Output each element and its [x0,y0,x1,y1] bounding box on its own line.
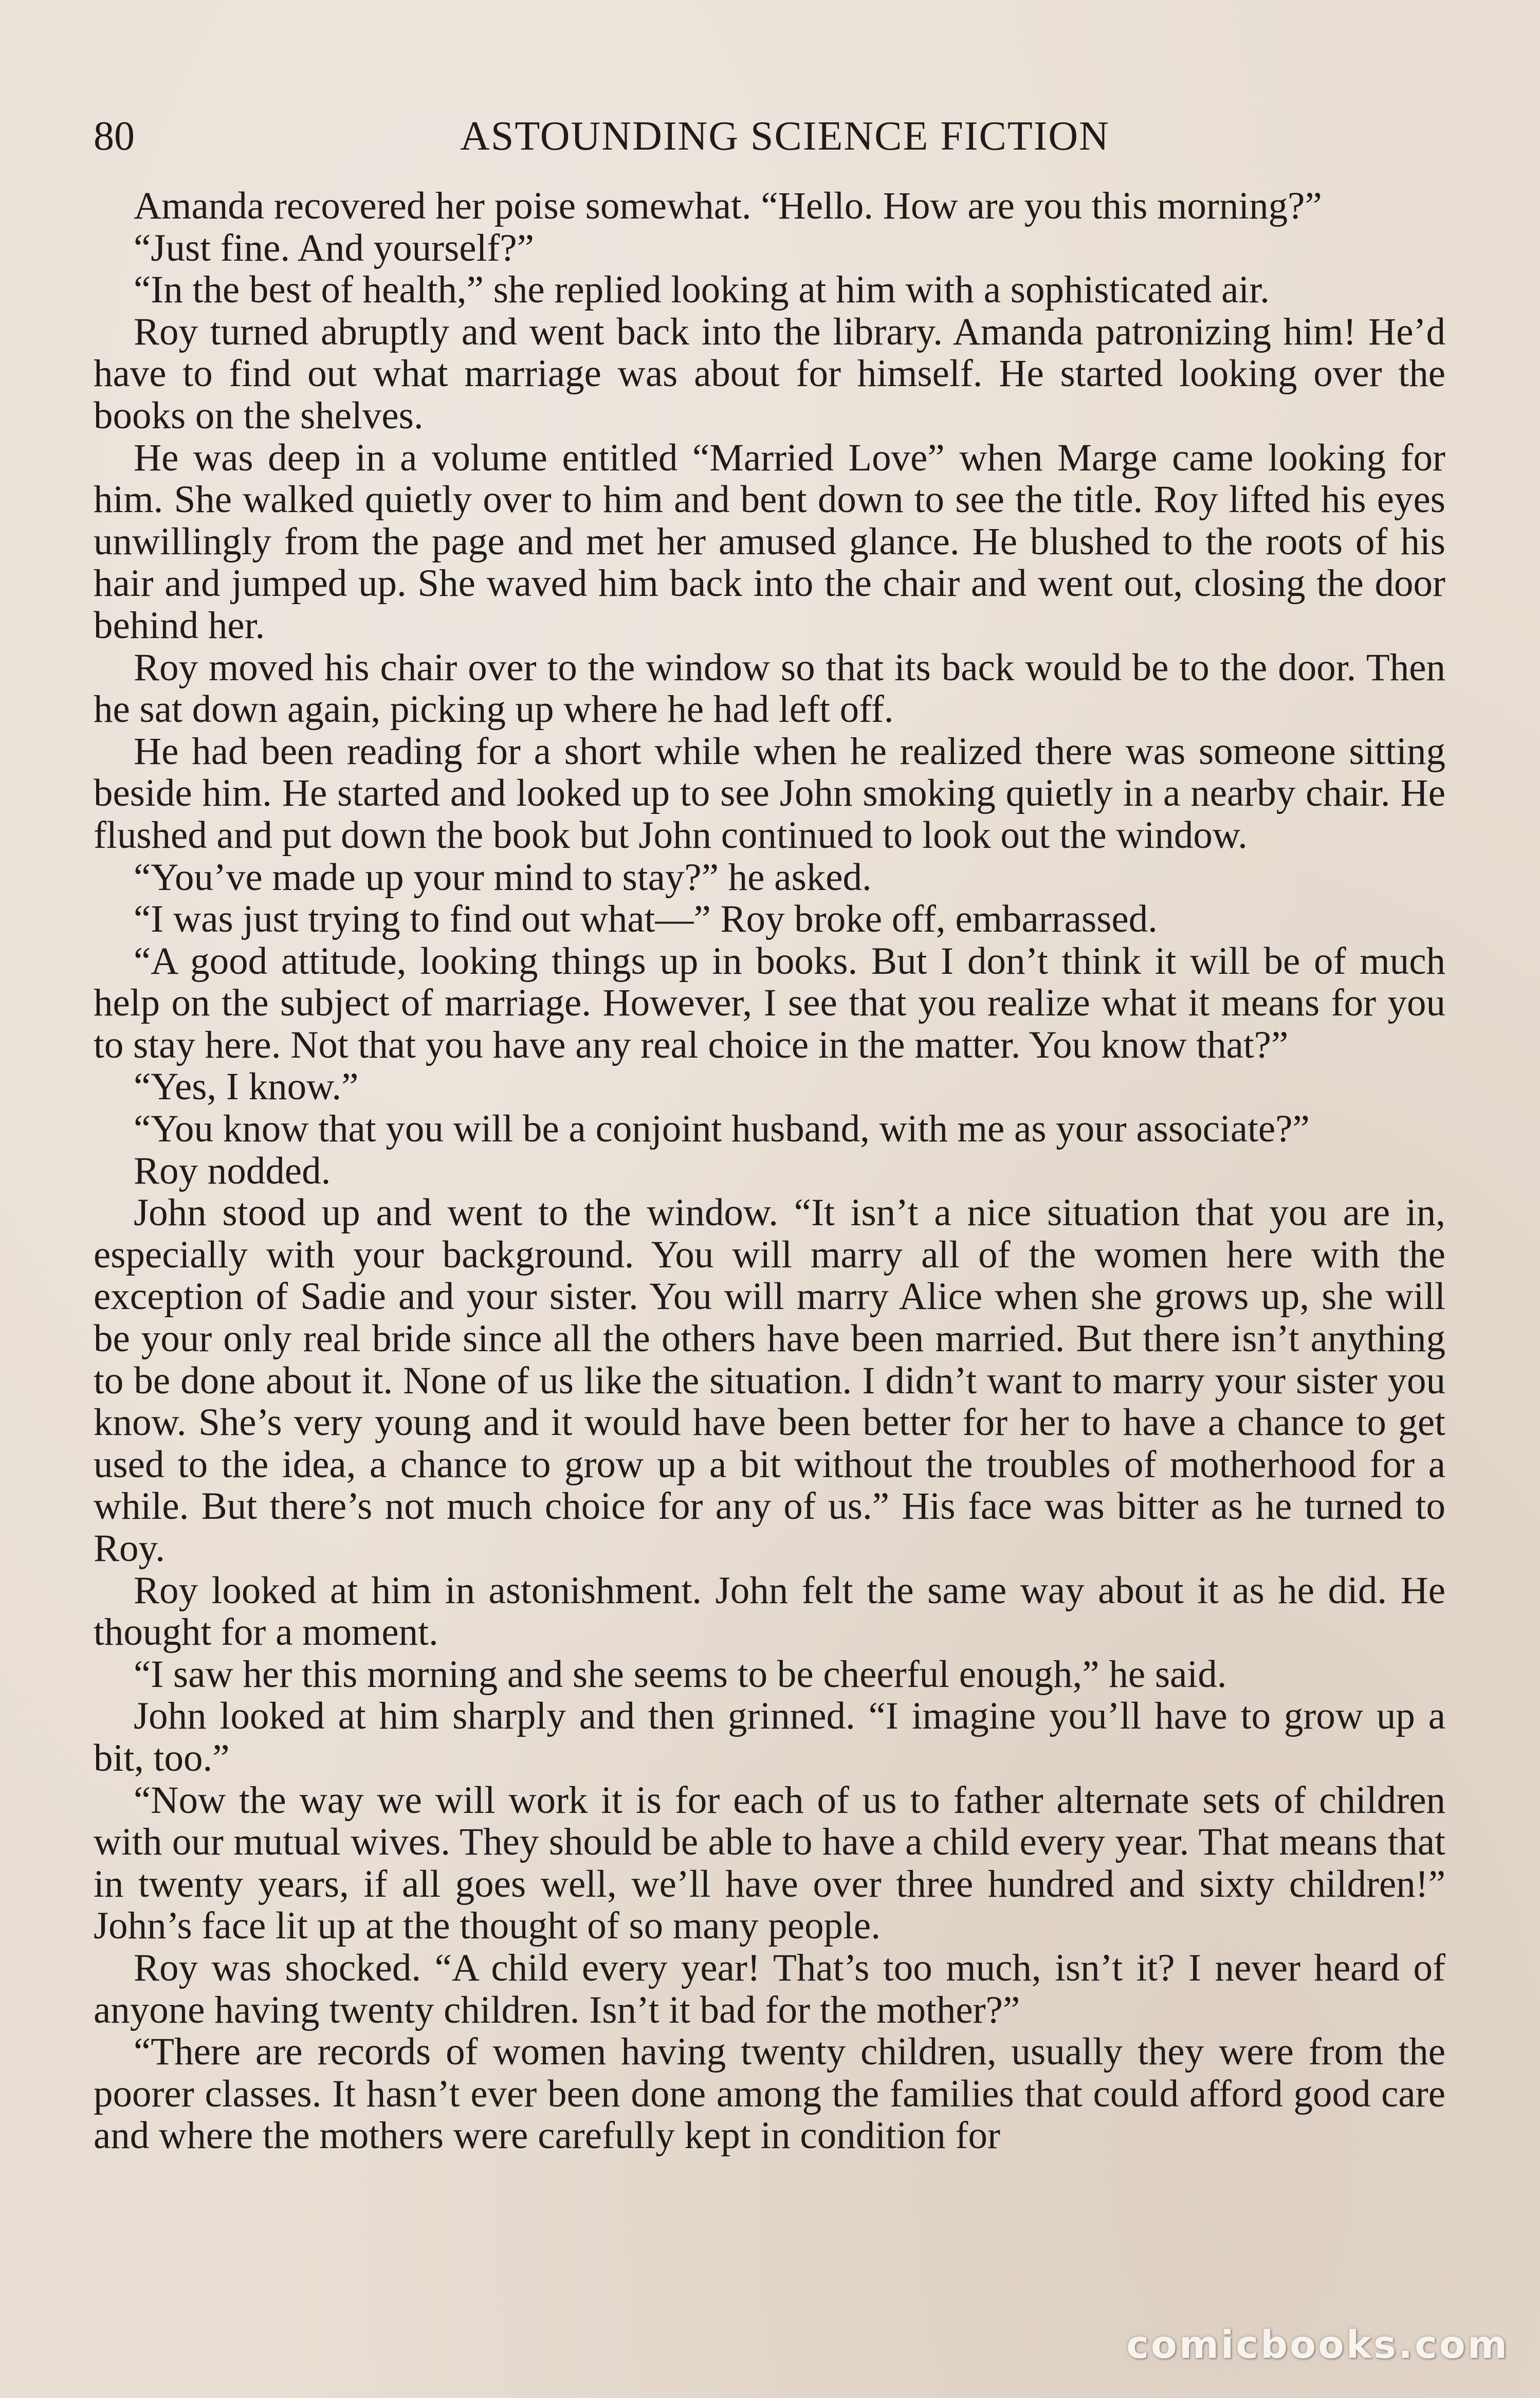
paragraph: “You’ve made up your mind to stay?” he asked. [134,856,872,899]
paragraph: Amanda recovered her poise somewhat. “Hello. How are you this morning?” [134,185,1322,227]
paragraph: John looked at him sharply and then grinned. “I imagine you’ll have to grow up a bit, too.” [94,1695,1445,1779]
paragraph: “Just fine. And yourself?” [134,226,534,269]
paragraph: Roy nodded. [134,1149,331,1192]
paragraph: “I was just trying to find out what—” Roy broke off, embarrassed. [134,898,1158,941]
story-text [94,185,1445,2157]
paragraph: “Now the way we will work it is for each of us to father alternate sets of children with our mutual wives. They should be able to have a child every year. That means that in twenty years, if all goes well, we’ll have over three hundred and sixty children!” John’s face lit up at the thought of so many people. [94,1778,1445,1948]
paragraph: He was deep in a volume entitled “Married Love” when Marge came looking for him. She walked quietly over to him and bent down to see the title. Roy lifted his eyes unwillingly from the page and met her amused glance. He blushed to the roots of his hair and jumped up. She waved him back into the chair and went out, closing the door behind her. [94,436,1445,647]
paragraph: Roy looked at him in astonishment. John felt the same way about it as he did. He thought for a moment. [94,1569,1445,1654]
paragraph: Roy turned abruptly and went back into the library. Amanda patronizing him! He’d have to find out what marriage was about for himself. He started looking over the books on the shelves. [94,310,1445,437]
paragraph: “You know that you will be a conjoint husband, with me as your associate?” [134,1107,1310,1151]
running-head: ASTOUNDING SCIENCE FICTION [460,114,1110,159]
paragraph: He had been reading for a short while when he realized there was someone sitting beside him. He started and looked up to see John smoking quietly in a nearby chair. He flushed and put down the book but John continued to look out the window. [94,730,1445,857]
page-header [94,108,1445,165]
watermark: comicbooks.com [1126,2323,1509,2367]
paragraph: Roy was shocked. “A child every year! That’s too much, isn’t it? I never heard of anyone having twenty children. Isn’t it bad for the mother?” [94,1946,1445,2031]
paragraph: Roy moved his chair over to the window so that its back would be to the door. Then he sat down again, picking up where he had left off. [94,646,1445,731]
paragraph: “In the best of health,” she replied looking at him with a sophisticated air. [134,268,1270,312]
paragraph: John stood up and went to the window. “It isn’t a nice situation that you are in, especially with your background. You will marry all of the women here with the exception of Sadie and your sister. You will marry Alice when she grows up, she will be your only real bride since all the others have been married. But there isn’t anything to be done about it. None of us like the situation. I didn’t want to marry your sister you know. She’s very young and it would have been better for her to have a chance to get used to the idea, a chance to grow up a bit without the troubles of motherhood for a while. But there’s not much choice for any of us.” His face was bitter as he turned to Roy. [94,1191,1445,1570]
paragraph: “I saw her this morning and she seems to be cheerful enough,” he said. [134,1652,1227,1696]
paragraph: “A good attitude, looking things up in books. But I don’t think it will be of much help on the subject of marriage. However, I see that you realize what it means for you to stay here. Not that you have any real choice in the matter. You know that?” [94,939,1445,1066]
page-number: 80 [94,114,135,159]
paragraph: “There are records of women having twenty children, usually they were from the poorer classes. It hasn’t ever been done among the families that could afford good care and where the mothers were carefully kept in condition for [94,2030,1445,2157]
paragraph: “Yes, I know.” [134,1065,359,1109]
